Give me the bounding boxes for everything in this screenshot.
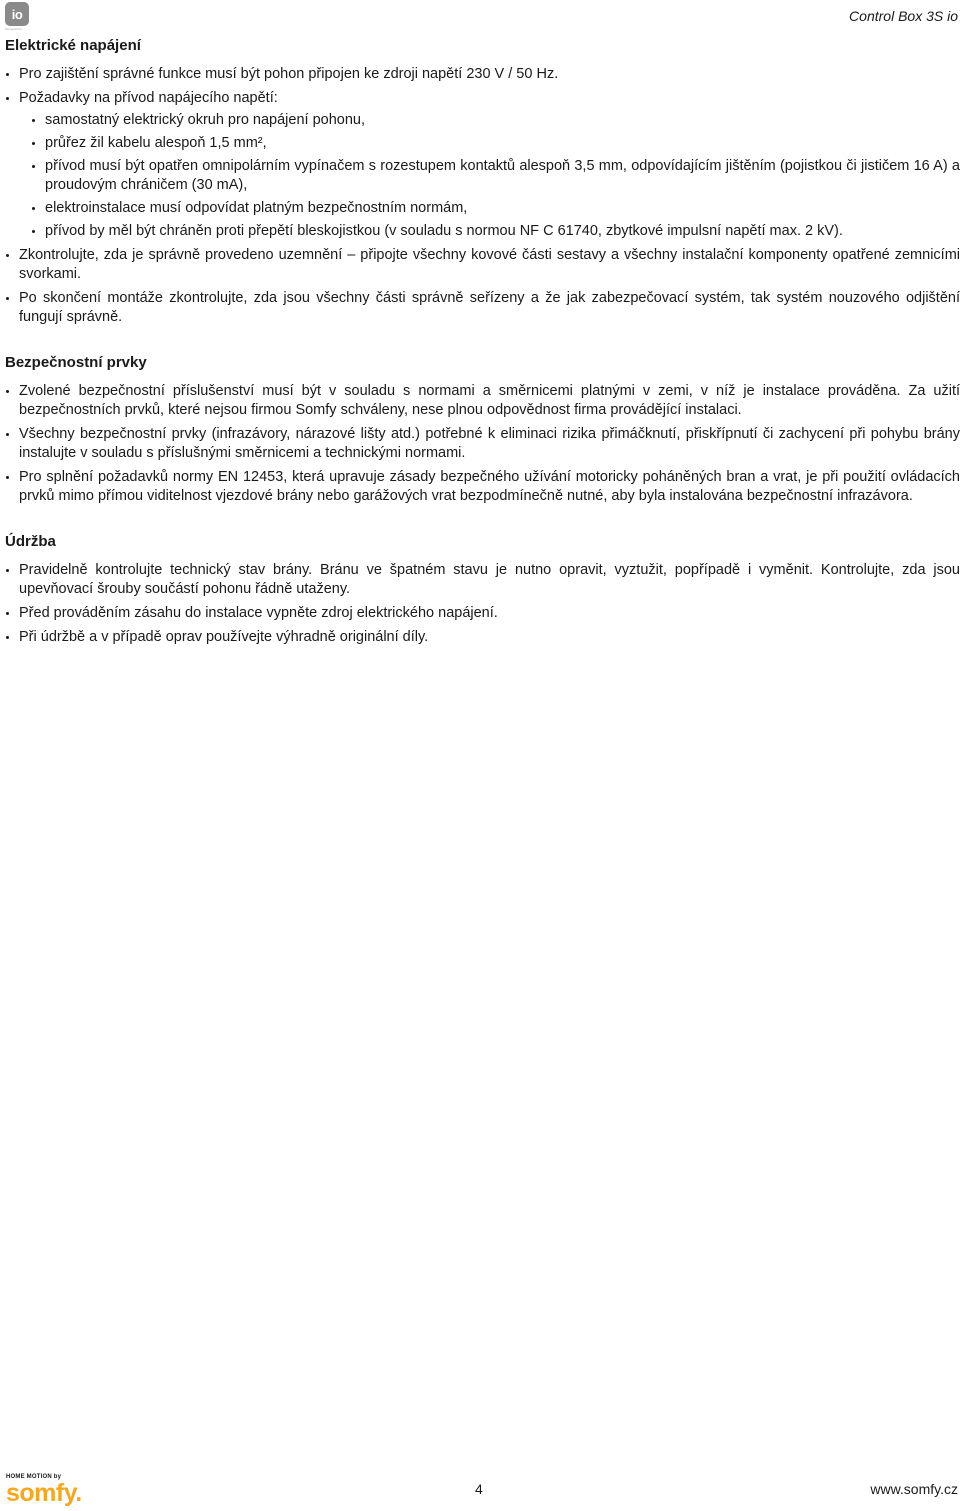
list-item-text: Při údržbě a v případě oprav používejte výhradně originální díly.: [19, 629, 429, 645]
list-item: [5, 604, 960, 623]
sub-bullet-list: [19, 111, 960, 241]
brand-name: somfy.: [6, 1479, 82, 1507]
document-content: [5, 36, 960, 673]
list-item: [5, 468, 960, 506]
list-item: [5, 89, 960, 241]
section: [5, 353, 960, 506]
list-item: [5, 628, 960, 647]
sub-list-item: samostatný elektrický okruh pro napájení pohonu,: [19, 111, 960, 130]
sub-list-item: přívod musí být opatřen omnipolárním vypínačem s rozestupem kontaktů alespoň 3,5 mm, odpovídajícím jištěním (pojistkou či jističem 16 A) a proudovým chráničem (30 mA),: [19, 157, 960, 195]
bullet-list: [5, 561, 960, 647]
sub-list-item: průřez žil kabelu alespoň 1,5 mm²,: [19, 134, 960, 153]
list-item-text: Před prováděním zásahu do instalace vypněte zdroj elektrického napájení.: [19, 605, 498, 621]
section-title: Údržba: [5, 533, 56, 550]
list-item: [5, 425, 960, 463]
section: [5, 36, 960, 327]
list-item: [5, 561, 960, 599]
section-title: Bezpečnostní prvky: [5, 354, 147, 371]
list-item-text: Pro zajištění správné funkce musí být pohon připojen ke zdroji napětí 230 V / 50 Hz.: [19, 66, 559, 82]
list-item-text: Pravidelně kontrolujte technický stav brány. Bránu ve špatném stavu je nutno opravit, vyztužit, popřípadě i vyměnit. Kontrolujte, zda jsou upevňovací šrouby součástí pohonu řádně utaženy.: [19, 562, 960, 597]
document-title: Control Box 3S io: [849, 8, 958, 24]
list-item: [5, 65, 960, 84]
somfy-logo: [6, 1474, 106, 1508]
list-item: [5, 246, 960, 284]
io-logo-text: io: [11, 6, 23, 22]
list-item-text: Zvolené bezpečnostní příslušenství musí být v souladu s normami a směrnicemi platnými v zemi, v níž je instalace prováděna. Za užití bezpečnostních prvků, které nejsou firmou Somfy schváleny, nese plnou odpovědnost firma provádějící instalaci.: [19, 383, 960, 418]
list-item-text: Pro splnění požadavků normy EN 12453, která upravuje zásady bezpečného užívání motoricky poháněných bran a vrat, je při použití ovládacích prvků mimo přímou viditelnost vjezdové brány nebo garážových vrat bezpodmínečně nutné, aby byla instalována bezpečnostní infrazávora.: [19, 469, 960, 504]
list-item-text: Požadavky na přívod napájecího napětí:: [19, 90, 278, 106]
sub-list-item: přívod by měl být chráněn proti přepětí bleskojistkou (v souladu s normou NF C 61740, zbytkové impulsní napětí max. 2 kV).: [19, 222, 960, 241]
bullet-list: [5, 65, 960, 327]
list-item-text: Zkontrolujte, zda je správně provedeno uzemnění – připojte všechny kovové části sestavy a všechny instalační komponenty opatřené zemnicími svorkami.: [19, 247, 960, 282]
section-title: Elektrické napájení: [5, 37, 141, 54]
list-item: [5, 289, 960, 327]
brand-tagline: HOME MOTION by: [6, 1474, 62, 1480]
list-item-text: Všechny bezpečnostní prvky (infrazávory, nárazové lišty atd.) potřebné k eliminaci rizika přimáčknutí, přiskřípnutí či zachycení při pohybu brány instalujte v souladu s příslušnými směrnicemi a technickými normami.: [19, 426, 960, 461]
page-number: 4: [475, 1481, 483, 1497]
io-homecontrol-logo: [5, 2, 29, 26]
footer-url: www.somfy.cz: [870, 1481, 958, 1497]
list-item: [5, 382, 960, 420]
section: [5, 532, 960, 647]
list-item-text: Po skončení montáže zkontrolujte, zda jsou všechny části správně seřízeny a že jak zabezpečovací systém, tak systém nouzového odjištění fungují správně.: [19, 290, 960, 325]
sub-list-item: elektroinstalace musí odpovídat platným bezpečnostním normám,: [19, 199, 960, 218]
bullet-list: [5, 382, 960, 506]
io-logo-subtext: homecontrol: [5, 27, 22, 31]
